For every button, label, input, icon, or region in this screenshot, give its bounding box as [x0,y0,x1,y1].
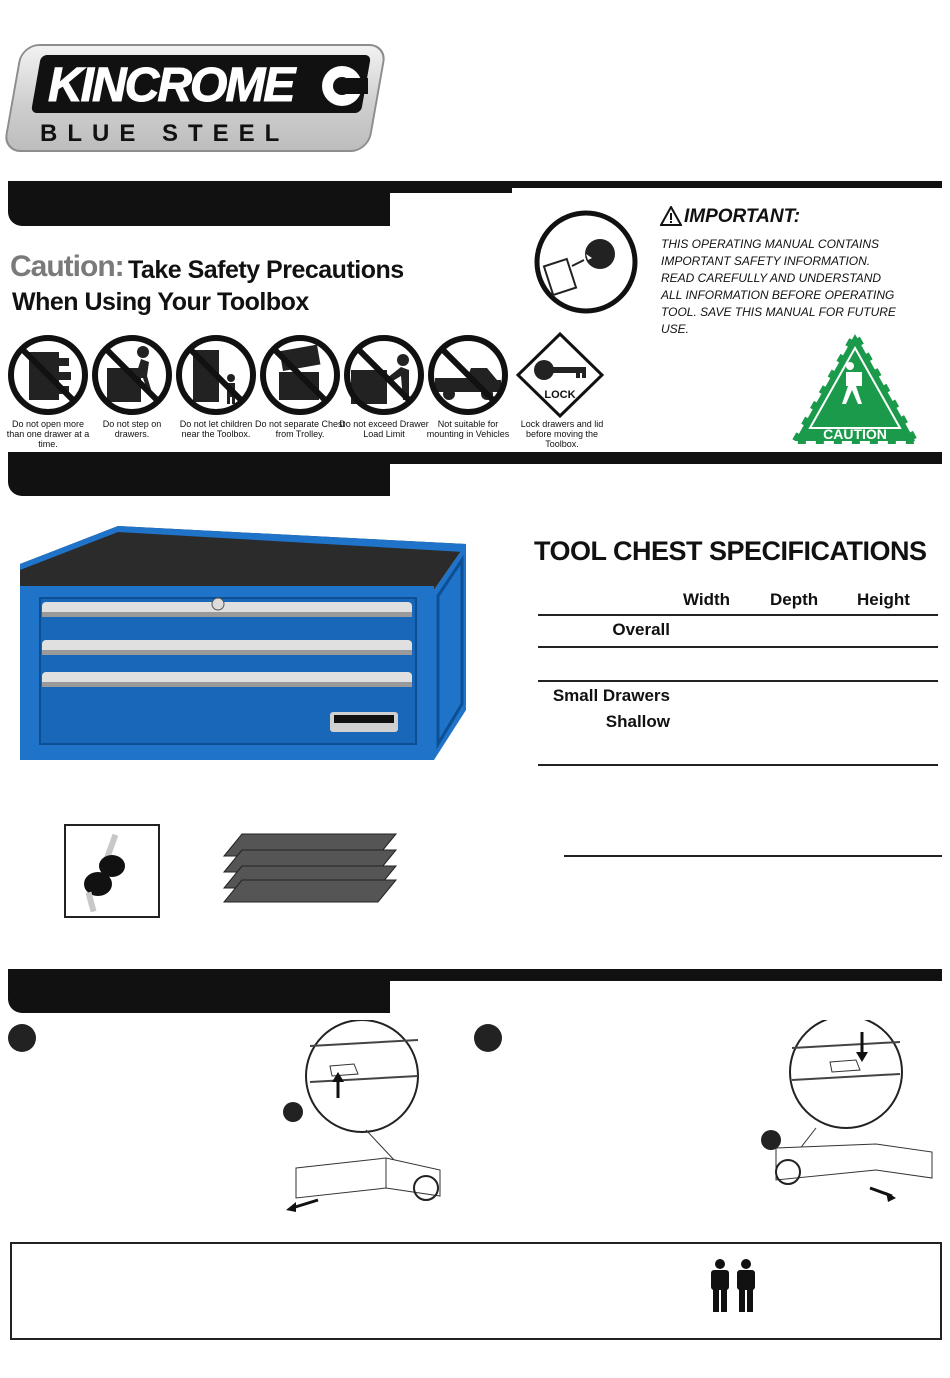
drawer-removal-diagram-2 [756,1020,936,1210]
pictogram-caption: Not suitable for mounting in Vehicles [426,419,510,439]
spec-col-depth: Depth [770,590,819,609]
open-drawers-prohibited-icon [7,334,89,416]
overload-prohibited-icon [343,334,425,416]
spec-rule [564,855,942,857]
spec-rule [538,614,938,616]
specs-title: TOOL CHEST SPECIFICATIONS [534,536,927,566]
children-prohibited-icon [175,334,257,416]
step-2-marker [474,1024,502,1052]
caution-heading-line2: When Using Your Toolbox [12,288,309,316]
spec-rule [538,680,938,682]
pictogram-caption: Do not exceed Drawer Load Limit [339,419,429,439]
keys-icon [72,830,154,914]
lock-label: LOCK [544,389,576,401]
pictogram-caption: Do not step on drawers. [102,419,162,439]
drawer-removal-diagram-1 [282,1020,452,1220]
caution-badge-label: CAUTION [823,426,887,442]
section-tab-specs [8,460,390,496]
spec-col-width: Width [683,590,731,609]
pictogram-caption: Lock drawers and lid before moving the Toolbox. [520,419,604,449]
spec-row-overall: Overall [612,620,670,639]
caution-heading: Take Safety Precautions [128,256,404,284]
pictogram-caption: Do not let children near the Toolbox. [179,419,253,439]
brand-logo-text: KINCROME [48,59,294,112]
spec-rule [538,646,938,648]
separate-chest-prohibited-icon [259,334,341,416]
section-tab-safety [8,190,390,226]
vehicle-prohibited-icon [427,334,509,416]
two-person-lift-icon [706,1258,760,1314]
tool-chest-image [14,524,474,770]
wrench-logo-icon [318,60,368,112]
spec-row-shallow: Shallow [605,712,670,731]
two-person-notice-box [10,1242,942,1340]
spec-rule [538,764,938,766]
pictogram-caption: Do not separate Chest from Trolley. [254,419,346,439]
important-text: THIS OPERATING MANUAL CONTAINS IMPORTANT SAFETY INFORMATION. READ CAREFULLY AND UNDERSTAND ALL INFORMATION BEFORE OPERATING TOOL. SAVE THIS MANUAL FOR FUTURE USE. [661,237,896,336]
read-manual-icon [532,208,640,316]
brand-sub-text: BLUE STEEL [40,120,290,147]
warning-triangle-icon [660,206,682,226]
lock-key-icon [516,332,604,418]
spec-col-height: Height [857,590,910,609]
step-on-drawers-prohibited-icon [91,334,173,416]
spec-row-small-drawers: Small Drawers [552,686,670,705]
drawer-liners-icon [222,830,398,906]
pictogram-caption: Do not open more than one drawer at a time. [6,419,90,449]
caution-badge-icon [788,324,922,448]
section-tab-drawers [8,977,390,1013]
step-1-marker [8,1024,36,1052]
caution-word: Caution: [10,250,124,283]
important-title: IMPORTANT: [684,206,801,227]
